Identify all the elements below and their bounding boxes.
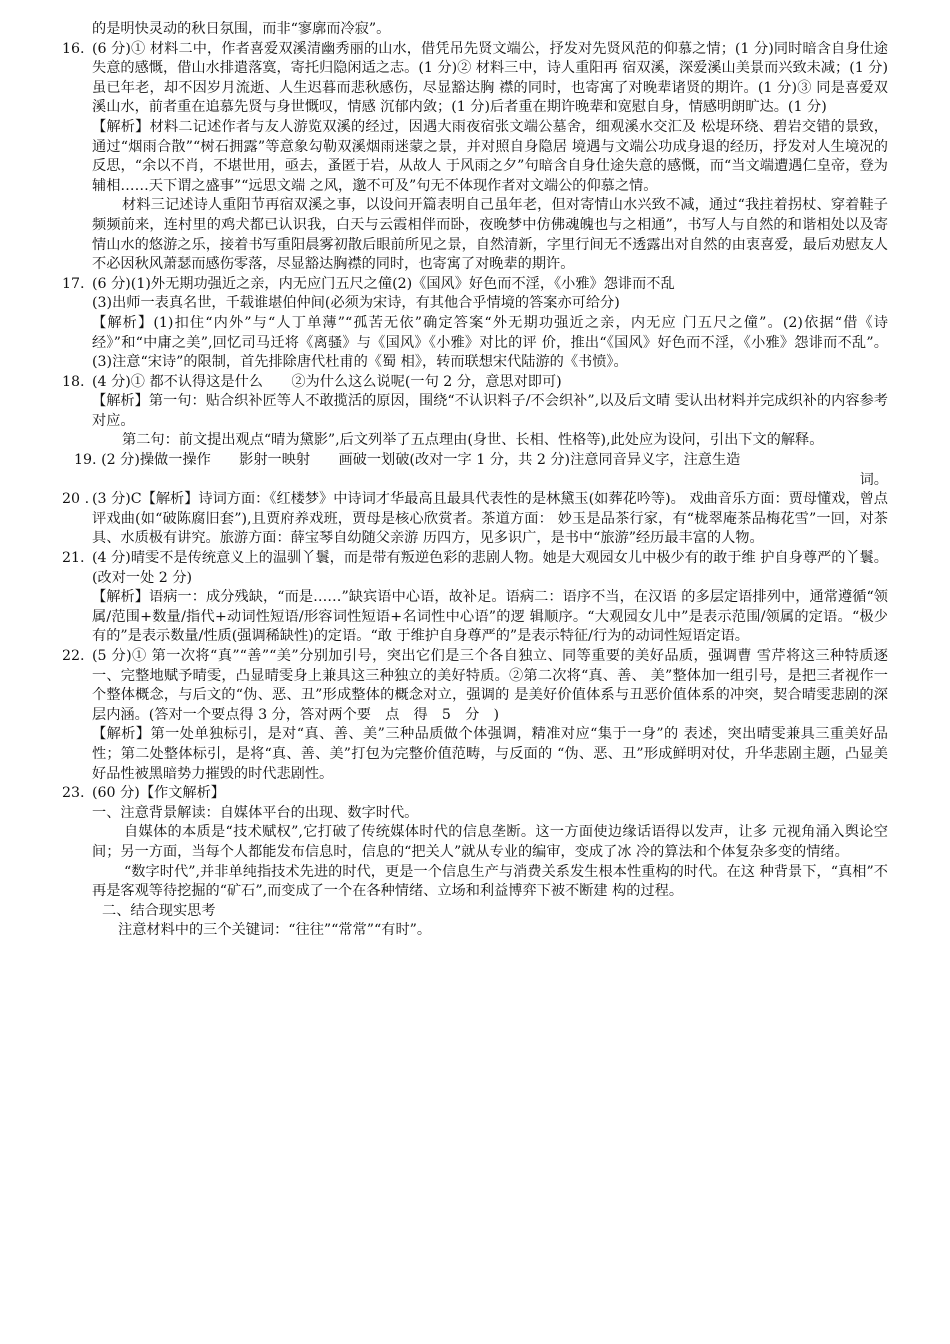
question-18-content bbox=[92, 373, 888, 451]
question-19 bbox=[62, 451, 888, 490]
answer-text: (3 分)C【解析】诗词方面：《红楼梦》中诗词才华最高且最具代表性的是林黛玉(如葬花吟等)。 戏曲音乐方面：贾母懂戏，曾点评戏曲(如“破陈腐旧套”),且贾府养戏班，贾母是核心欣赏者。茶道方面： 妙玉是品茶行家，有“栊翠庵茶品梅花雪”一回，对茶具、水质极有讲究。旅游方面：薛宝琴自幼随父亲游 历四方，见多识广，是书中“旅游”经历最丰富的人物。 bbox=[92, 491, 888, 547]
question-22 bbox=[62, 647, 888, 784]
continued-line: 的是明快灵动的秋日氛围，而非“寥廓而冷寂”。 bbox=[92, 21, 391, 37]
answer-text: (4 分)① 都不认得这是什么 ②为什么这么说呢(一句 2 分，意思对即可) bbox=[92, 373, 562, 390]
answer-text: (6 分)① 材料二中，作者喜爱双溪清幽秀丽的山水，借凭吊先贤文端公，抒发对先贤风范的仰慕之情；(1 分)同时暗含自身仕途失意的感慨，借山水排遣落寞，寄托归隐闲适之志。(1 分)② 材料三中，诗人重阳再 宿双溪，深爱溪山美景而兴致未减；(1 分)虽已年老，却不因岁月流逝、人生迟暮而悲秋感伤，尽显豁达胸 襟的同时，也寄寓了对晚辈诸贤的期许。(1 分)③ 同是喜爱双溪山水，前者重在追慕先贤与身世慨叹，情感 沉郁内敛；(1 分)后者重在期许晚辈和宽慰自身，情感明朗旷达。(1 分) bbox=[92, 40, 888, 116]
question-18 bbox=[62, 373, 888, 451]
answer-text: (6 分)(1)外无期功强近之亲，内无应门五尺之僮(2)《国风》好色而不淫，《小雅》怨诽而不乱 bbox=[92, 275, 675, 292]
question-number: 17. bbox=[62, 275, 85, 292]
answer-text: (3)出师一表真名世，千载谁堪伯仲间(必须为宋诗，有其他合乎情境的答案亦可给分) bbox=[92, 295, 620, 312]
analysis-text: 【解析】(1)扣住“内外”与“人丁单薄”“孤苦无依”确定答案“外无期功强近之亲，内无应 门五尺之僮”。(2)依据“借《诗经》”和“中庸之美”,回忆司马迁将《离骚》与《国风》《小雅》对比的评 价，推出“《国风》好色而不淫，《小雅》怨诽而不乱”。(3)注意“宋诗”的限制，首先排除唐代杜甫的《蜀 相》，转而联想宋代陆游的《书愤》。 bbox=[92, 314, 888, 371]
question-16 bbox=[62, 40, 888, 275]
answer-text: (4 分)晴雯不是传统意义上的温驯丫鬟，而是带有叛逆色彩的悲剧人物。她是大观园女儿中极少有的敢于维 护自身尊严的丫鬟。(改对一处 2 分) bbox=[92, 550, 888, 586]
answer-text: (60 分)【作文解析】 bbox=[92, 785, 225, 802]
answer-text: 词。 bbox=[859, 471, 888, 488]
analysis-text: 【解析】材料二记述作者与友人游览双溪的经过，因遇大雨夜宿张文端公墓舍，细观溪水交汇及 松堤环绕、碧岩交错的景致，通过“烟雨合散”“树石拥露”等意象勾勒双溪烟雨迷蒙之景，并对照自身隐居 境遇与文端公功成身退的经历，抒发对人生境况的反思，“余以不肖，不堪世用，亟去，蚤匿于岩，从故人 于风雨之夕”句暗含自身仕途失意的感慨，而“当文端遭遇仁皇帝，登为辅相……天下谓之盛事”“远思文端 之风，邈不可及”句无不体现作者对文端公的仰慕之情。 bbox=[92, 118, 888, 194]
answer-text: (5 分)① 第一次将“真”“善”“美”分别加引号，突出它们是三个各自独立、同等重要的美好品质，强调曹 雪芹将这三种特质逐一、完整地赋予晴雯，凸显晴雯身上兼具这三种独立的美好特质。②第二次将“真、善、 美”整体加一组引号，是把三者视作一个整体概念，与后文的“伪、恶、丑”形成整体的概念对立，强调的 是美好价值体系与丑恶价值体系的冲突，契合晴雯悲剧的深层内涵。(答对一个要点得 3 分，答对两个要 点 得 5 分 ) bbox=[92, 648, 888, 723]
section-heading: 一、注意背景解读：自媒体平台的出现、数字时代。 bbox=[92, 804, 419, 821]
question-number: 22. bbox=[62, 648, 85, 664]
question-21-content bbox=[92, 549, 888, 647]
question-21 bbox=[62, 549, 888, 647]
question-number: 20 . bbox=[62, 491, 90, 508]
question-17-content bbox=[92, 275, 888, 373]
question-number: 16. bbox=[62, 40, 85, 57]
body-paragraph: “数字时代”,并非单纯指技术先进的时代，更是一个信息生产与消费关系发生根本性重构的时代。在这 种背景下，“真相”不再是客观等待挖掘的“矿石”,而变成了一个在各种情绪、立场和利益博弈下被不断建 构的过程。 bbox=[92, 863, 888, 900]
question-number: 18. bbox=[62, 373, 85, 390]
question-16-content bbox=[92, 40, 888, 275]
question-23-content bbox=[92, 784, 888, 941]
question-20 bbox=[62, 490, 888, 549]
analysis-text: 【解析】语病一：成分残缺，“而是……”缺宾语中心语，故补足。语病二：语序不当，在汉语 的多层定语排列中，通常遵循“领属/范围+数量/指代+动词性短语/形容词性短语+名词性中心语”的逻 辑顺序。“大观园女儿中”是表示范围/领属的定语。“极少有的”是表示数量/性质(强调稀缺性)的定语。“敢 于维护自身尊严的”是表示特征/行为的动词性短语定语。 bbox=[92, 589, 888, 645]
body-paragraph: 注意材料中的三个关键词：“往往”“常常”“有时”。 bbox=[118, 922, 432, 939]
analysis-text: 【解析】第一处单独标引，是对“真、善、美”三种品质做个体强调，精准对应“集于一身”的 表述，突出晴雯兼具三重美好品性；第二处整体标引，是将“真、善、美”打包为完整价值范畴，与反面的 “伪、恶、丑”形成鲜明对仗，升华悲剧主题，凸显美好品性被黑暗势力摧毁的时代悲剧性。 bbox=[92, 726, 888, 782]
question-23 bbox=[62, 784, 888, 941]
question-22-content bbox=[92, 647, 888, 784]
question-20-content bbox=[92, 490, 888, 549]
answer-text: 19. (2 分)操做一操作 影射一映射 画破一划破(改对一字 1 分，共 2 分)注意同音异义字，注意生造 bbox=[74, 452, 741, 469]
question-number: 21. bbox=[62, 550, 85, 567]
analysis-text: 材料三记述诗人重阳节再宿双溪之事，以设问开篇表明自己虽年老，但对寄情山水兴致不减，通过“我拄着拐杖、穿着鞋子频频前来，连村里的鸡犬都已认识我，白天与云霞相伴而卧，夜晚梦中仿佛魂魄也与之相通”，书写人与自然的和谐相处以及寄情山水的悠游之乐，接着书写重阳晨雾初散后眼前所见之景，自然清新，字里行间无不透露出对自然的由衷喜爱，最后劝慰友人不必因秋风萧瑟而感伤零落，尽显豁达胸襟的同时，也寄寓了对晚辈的期许。 bbox=[92, 197, 888, 273]
question-17 bbox=[62, 275, 888, 373]
body-paragraph: 自媒体的本质是“技术赋权”,它打破了传统媒体时代的信息垄断。这一方面使边缘话语得以发声，让多 元视角涌入舆论空间；另一方面，当每个人都能发布信息时，信息的“把关人”就从专业的编审，变成了冰 冷的算法和个体复杂多变的情绪。 bbox=[92, 824, 888, 860]
question-number: 23. bbox=[62, 785, 85, 802]
section-heading: 二、结合现实思考 bbox=[102, 902, 216, 919]
analysis-text: 【解析】第一句：贴合织补匠等人不敢揽活的原因，围绕“不认识料子/不会织补”,以及后文晴 雯认出材料并完成织补的内容参考对应。 bbox=[92, 393, 888, 429]
analysis-text: 第二句：前文提出观点“晴为黛影”,后文列举了五点理由(身世、长相、性格等),此处应为设问，引出下文的解释。 bbox=[122, 432, 824, 449]
